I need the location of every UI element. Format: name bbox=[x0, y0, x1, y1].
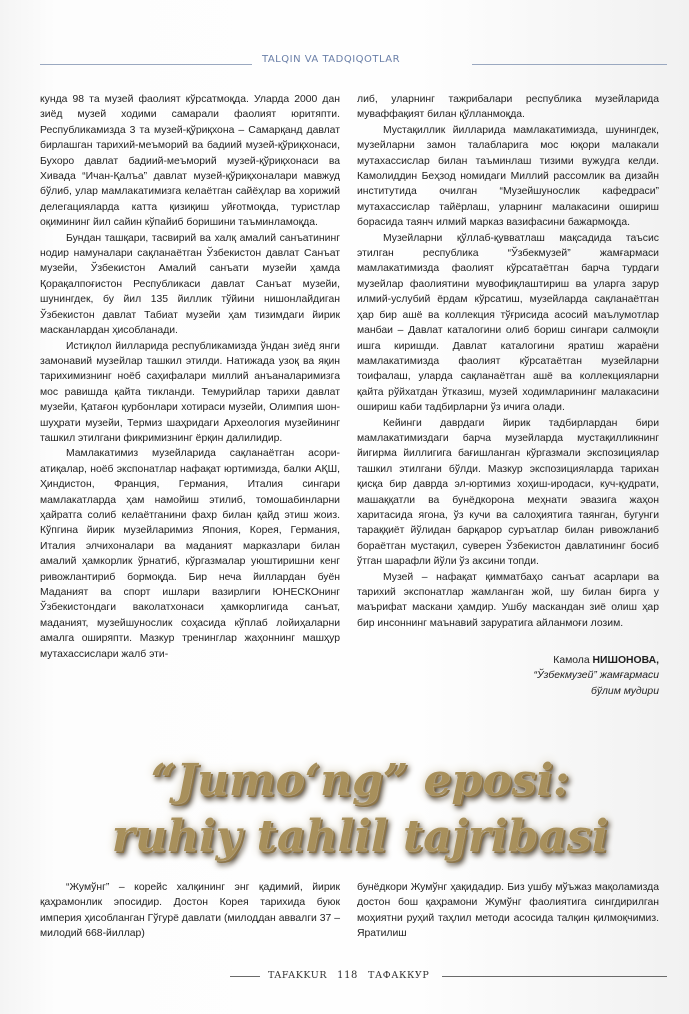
page-footer bbox=[230, 968, 667, 986]
left-paragraph: Бундан ташқари, тасвирий ва халқ амалий санъатининг нодир намуналари сақланаётган Ўзбекистон давлат Санъат музейи, Ўзбекистон Амалий санъати музейи ҳамда Қорақалпоғистон Республикаси давлат Санъат музейи, шунингдек, бу йил 135 йиллик тўйини нишонлайдиган Ўзбекистон давлат Табиат музейи ҳам тизимдаги йирик масканлардан ҳисобланади. bbox=[40, 232, 340, 337]
header-rule-right bbox=[472, 64, 667, 65]
article-intro-left bbox=[40, 880, 340, 942]
right-column bbox=[357, 92, 659, 699]
intro-paragraph-right: бунёдкори Жумўнг ҳақидадир. Биз ушбу мўъжаз мақоламизда достон бош қаҳрамони Жумўнг фаолиятига сингдирилган моҳиятни руҳий таҳлил методи асосида талқин қилмоқчимиз. Яратилиш bbox=[357, 882, 659, 940]
footer-rule-right bbox=[442, 976, 667, 977]
right-paragraph: Кейинги даврдаги йирик тадбирлардан бири мамлакатимиздаги барча музейларда мустақилликнинг йигирма йиллигига бағишланган кўргазмали экспозициялар ташкил этилгани бўлди. Мазкур экспозицияларда тарихан қисқа бир даврда эл-юртимиз хоҳиш-иродаси, куч-қудрати, машаққатли ва бунёдкорона меҳнати эвазига жаҳон харитасида ягона, ўз кучи ва салоҳиятига таянган, бугунги тараққиёт йўлидан барқарор суръатлар билан ривожланиб бораётган мустақил, суверен Ўзбекистон давлатининг босиб ўтган шарафли йўли ўз аксини топди. bbox=[357, 417, 659, 568]
footer-text bbox=[268, 970, 439, 981]
author-signature bbox=[357, 653, 659, 699]
header-rule-left bbox=[40, 64, 252, 65]
article-title-line1: “Jumo‘ng” eposi: bbox=[150, 755, 570, 806]
left-paragraph: Мамлакатимиз музейларида сақланаётган асори-атиқалар, ноёб экспонатлар нафақат юртимизда, балки АҚШ, Ҳиндистон, Франция, Германия, Италия сингари мамлакатларда ҳам намойиш этилиб, томошабинларни ҳайратга солиб келаётганини фахр билан қайд этиш жоиз. Кўпгина йирик музейларимиз Япония, Корея, Германия, Италия элчихоналари ва маданият марказлари билан амалий ҳамкорлик ўрнатиб, кўргазмалар уюштиришни кенг ривожлантириб бормоқда. Бир неча йиллардан буён Маданият ва спорт ишлари вазирлиги ЮНЕСКОнинг Ўзбекистондаги ваколатхонаси ҳамкорлигида санъат, маданият, музейшунослик соҳасида кўплаб лойиҳаларни амалга оширяпти. Мазкур тренинглар жаҳоннинг машҳур мутахассислари жалб эти- bbox=[40, 448, 340, 660]
author-last-name: НИШОНОВА, bbox=[592, 655, 659, 667]
right-paragraph: Музей – нафақат қимматбаҳо санъат асарлари ва тарихий экспонатлар жамланган жой, шу билан бирга у маърифат маскани ҳамдир. Ушбу маскандан зиё олиш ҳар бир инсоннинг маънавий заруратига айланмоғи лозим. bbox=[357, 571, 659, 629]
author-first-name: Камола bbox=[553, 655, 590, 667]
right-paragraph: Мустақиллик йилларида мамлакатимизда, шунингдек, музейларни замон талабларига мос юқори малакали мутахассислар билан таъминлаш тизими вужудга келди. Камолиддин Беҳзод номидаги Миллий рассомлик ва дизайн институтида очилган “Музейшунослик кафедраси” мутахассислар тайёрлаш, уларнинг малакасини ошириш борасида таянч илмий марказ вазифасини бажармоқда. bbox=[357, 124, 659, 229]
author-name-line bbox=[357, 653, 659, 668]
author-role-line1: “Ўзбекмузей” жамғармаси bbox=[533, 670, 659, 682]
footer-rule-left bbox=[230, 976, 260, 977]
footer-left-label: TAFAKKUR bbox=[268, 970, 328, 981]
right-paragraph: Музейларни қўллаб-қувватлаш мақсадида таъсис этилган республика “Ўзбекмузей” жамғармаси мамлакатимизда фаолият кўрсатаётган барча турдаги музейлар фаолиятини мувофиқлаштириш ва уларга зарур илмий-услубий ёрдам кўрсатиш, музейларда сақланаётган ҳар бир ашё ва коллекция тўғрисида асосий маълумотлар манбаи – Давлат каталогини олиб бориш сингари салмоқли ишга киришди. Давлат каталогини яратиш жараёни мамлакатимизда фаолият кўрсатаётган музейларни тоифалаш, уларда сақланаётган ашё ва коллекцияларни қайта рўйхатдан ўтказиш, музей ходимларининг малакасини ошириш каби тадбирларни ўз ичига олади. bbox=[357, 232, 659, 414]
article-title-line2: ruhiy tahlil tajribasi bbox=[111, 811, 609, 862]
author-role-line2: бўлим мудири bbox=[591, 685, 659, 697]
page-number: 118 bbox=[337, 970, 359, 981]
intro-paragraph-left: “Жумўнг” – корейс халқининг энг қадимий, йирик қаҳрамонлик эпосидир. Достон Корея тарихида буюк империя ҳисобланган Гўгурё давлати (милоддан аввалги 37 – милодий 668-йиллар) bbox=[40, 882, 340, 940]
left-paragraph: кунда 98 та музей фаолият кўрсатмоқда. Уларда 2000 дан зиёд музей ходими самарали фаолият юритяпти. Республикамизда 3 та музей-қўриқхона – Самарқанд давлат бирлашган тарихий-меъморий ва бадиий музей-қўриқхонаси, Бухоро давлат бадиий-меъморий музей-қўриқхонаси ва Хивада “Ичан-Қалъа” давлат музей-қўриқхоналари мавжуд бўлиб, улар мамлакатимизга келаётган сайёҳлар ва хорижий делегацияларда катта қизиқиш уйғотмоқда, туристлар оқимининг йил сайин кўпайиб боришини таъминламоқда. bbox=[40, 94, 340, 229]
article-intro-right bbox=[357, 880, 659, 942]
right-paragraph: либ, уларнинг тажрибалари республика музейларида муваффақият билан қўлланмоқда. bbox=[357, 94, 659, 121]
running-header bbox=[40, 50, 667, 72]
footer-right-label: ТАФАККУР bbox=[368, 970, 430, 981]
header-title: TALQIN VA TADQIQOTLAR bbox=[262, 54, 401, 65]
left-paragraph: Истиқлол йилларида республикамизда ўндан зиёд янги замонавий музейлар ташкил этилди. Натижада узоқ ва яқин тарихимизнинг ноёб саҳифалари миллий анъаналаримизга мос равишда қайта тикланди. Темурийлар тарихи давлат музейи, Қатағон қурбонлари хотираси музейи, Олимпия шон-шуҳрати музейи, Термиз шаҳридаги Археология музейининг ташкил этилгани фикримизнинг ёрқин далилидир. bbox=[40, 340, 340, 444]
article-title bbox=[100, 755, 620, 875]
left-column bbox=[40, 92, 340, 662]
